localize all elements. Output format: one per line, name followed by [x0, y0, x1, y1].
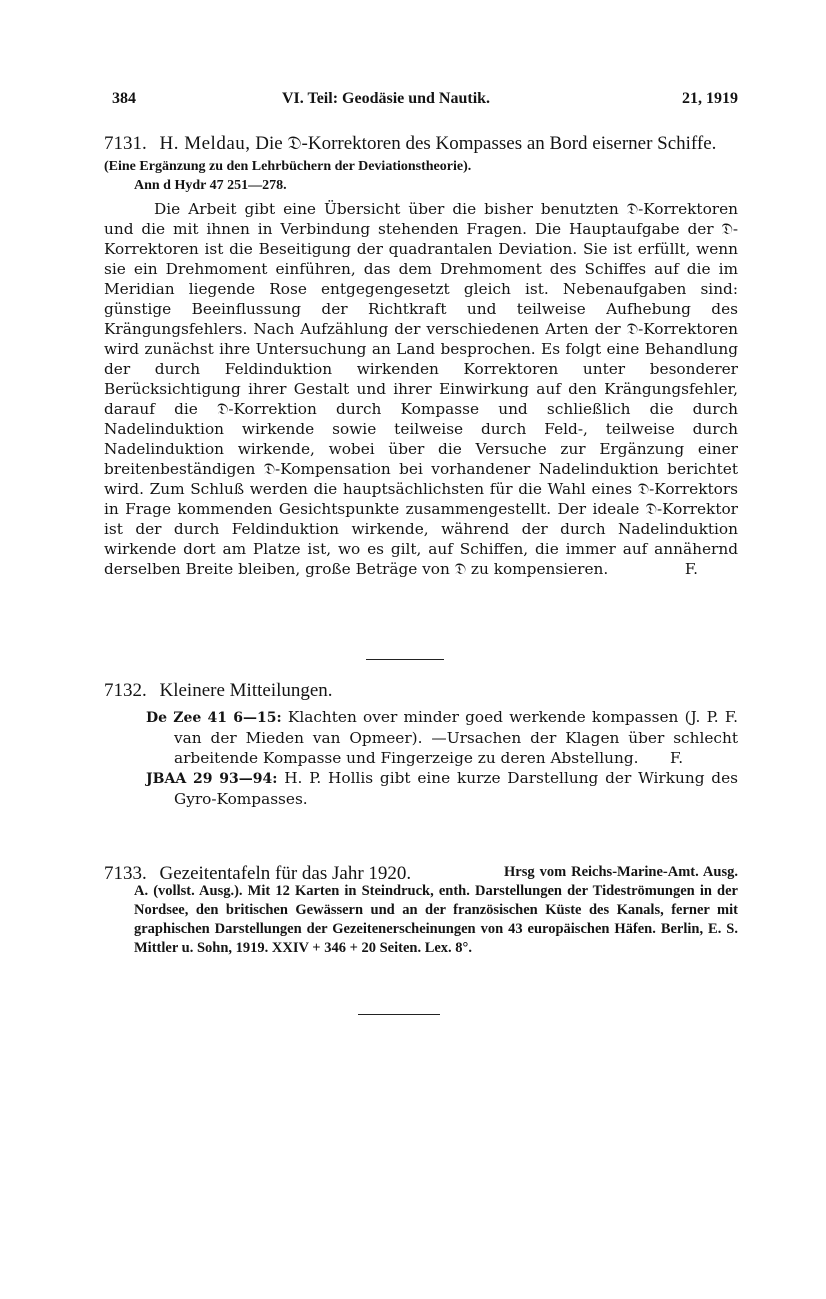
entry-title: Die 𝔇-Korrektoren des Kompasses an Bord eiserner Schiffe. — [255, 133, 717, 154]
volume-year: 21, 1919 — [682, 90, 738, 107]
entry-title: Kleinere Mitteilungen. — [159, 680, 333, 701]
running-header — [112, 90, 738, 114]
entry-subtitle: (Eine Ergänzung zu den Lehrbüchern der Deviationstheorie). — [104, 159, 472, 174]
abstract-text: Die Arbeit gibt eine Übersicht über die bisher benutzten 𝔇-Korrektoren und die mit ihnen in Verbindung stehenden Fragen. Die Hauptaufgabe der 𝔇-Korrektoren ist die Beseitigung der quadrantalen Deviation. Sie ist erfüllt, wenn sie ein Drehmoment einführen, das dem Drehmoment des Schiffes auf die im Meridian liegende Rose entgegengesetzt gleich ist. Nebenaufgaben sind: günstige Beeinflussung der Richtkraft und teilweise Aufhebung des Krängungsfehlers. Nach Aufzählung der verschiedenen Arten der 𝔇-Korrektoren wird zunächst ihre Untersuchung an Land besprochen. Es folgt eine Behandlung der durch Feldinduktion wirkenden Korrektoren unter besonderer Berücksichtigung ihrer Gestalt und ihrer Einwirkung auf den Krängungsfehler, darauf die 𝔇-Korrektion durch Kompasse und schließlich die durch Nadelinduktion wirkende sowie teilweise durch Feld-, teilweise durch Nadelinduktion wirkende, wobei über die Versuche zur Ergänzung einer breitenbeständigen 𝔇-Kompensation bei vorhandener Nadelinduktion berichtet wird. Zum Schluß werden die hauptsächlichsten für die Wahl eines 𝔇-Korrektors in Frage kommenden Gesichtspunkte zusammengestellt. Der ideale 𝔇-Korrektor ist der durch Feldinduktion wirkende, während der durch Nadelinduktion wirkende dort am Platze ist, wo es gilt, auf Schiffen, die immer auf annähernd derselben Breite bleiben, große Beträge von 𝔇 zu kompensieren. — [104, 200, 738, 578]
entry-7132 — [104, 680, 738, 809]
entry-author: H. Meldau, — [159, 133, 251, 154]
item-text: H. P. Hollis gibt eine kurze Darstellung der Wirkung des Gyro-Kompasses. — [174, 769, 738, 808]
entry-number: 7131. — [104, 133, 147, 154]
entry-number: 7133. — [104, 863, 147, 884]
section-divider — [358, 1014, 440, 1015]
item-text: Klachten over minder goed werkende kompassen (J. P. F. van der Mieden van Opmeer). —Ursachen der Klagen über schlecht arbeitende Kompasse und Fingerzeige zu deren Abstellung. — [174, 708, 738, 767]
entry-title: Gezeitentafeln für das Jahr 1920. — [159, 863, 412, 884]
item-source: JBAA 29 93—94: — [146, 771, 278, 787]
section-divider — [366, 659, 444, 660]
reviewer-signature: F. — [684, 560, 698, 578]
entry-7131 — [104, 133, 738, 579]
running-title: VI. Teil: Geodäsie und Nautik. — [282, 90, 491, 107]
item-source: De Zee 41 6—15: — [146, 710, 282, 726]
entry-description: Hrsg vom Reichs-Marine-Amt. Ausg. A. (vollst. Ausg.). Mit 12 Karten in Steindruck, enth. Darstellungen der Tideströmungen in der Nordsee, den britischen Gewässern und an der französischen Küste des Kanals, ferner mit graphischen Darstellungen der Gezeitenerscheinungen von 43 europäischen Häfen. Berlin, E. S. Mittler u. Sohn, 1919. XXIV + 346 + 20 Seiten. Lex. 8°. — [134, 864, 738, 956]
page-number: 384 — [112, 90, 136, 107]
list-item: De Zee 41 6—15: Klachten over minder goed werkende kompassen (J. P. F. van der Mieden van Opmeer). —Ursachen der Klagen über schlecht arbeitende Kompasse und Fingerzeige zu deren Abstellung. F. — [146, 708, 738, 767]
entry-7133 — [104, 863, 738, 958]
list-item — [104, 768, 738, 809]
entry-abstract — [104, 199, 738, 579]
entry-citation: Ann d Hydr 47 251—278. — [134, 178, 287, 193]
entry-7132-heading — [104, 680, 738, 701]
entry-7131-heading — [104, 133, 738, 177]
entry-number: 7132. — [104, 680, 147, 701]
